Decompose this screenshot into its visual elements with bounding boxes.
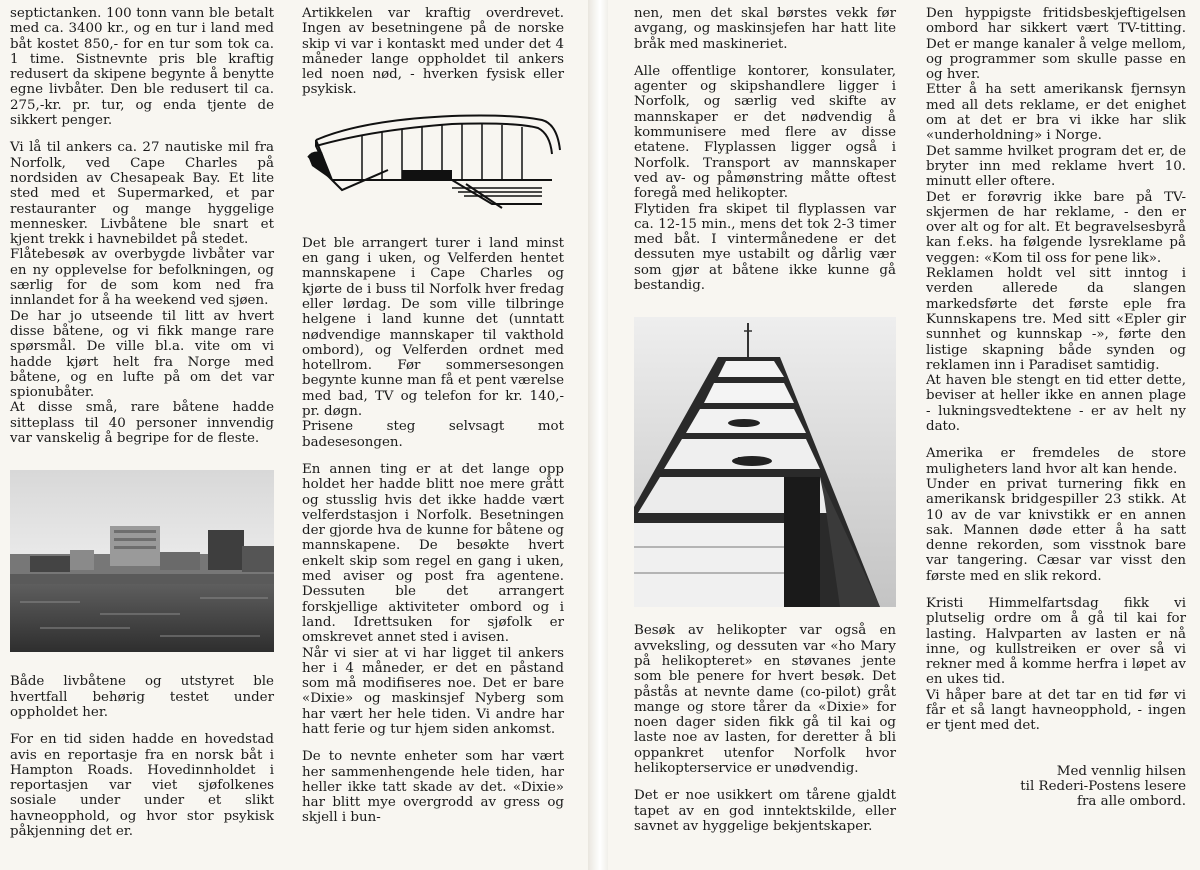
building-illustration bbox=[302, 110, 564, 228]
paragraph: At haven ble stengt en tid etter dette, beviser at heller ikke en annen plage - lukningsvedtektene - er av helt ny dato. bbox=[926, 373, 1186, 435]
paragraph: Besøk av helikopter var også en avveksling, og dessuten var «ho Mary på helikopteret» en støvanes jente som ble penere for hvert besøk. Det påstås at nevnte dame (co-pilot) gråt mange og store tårer da «Dixie» for noen dager siden fikk gå til kai og laste noe av lasten, for deretter å bli oppankret utenfor Norfolk hvor helikopterservice er unødvendig. bbox=[634, 623, 896, 777]
paragraph: Vi håper bare at det tar en tid før vi får et så langt havneopphold, - ingen er tjent med det. bbox=[926, 687, 1186, 734]
paragraph: Det er forøvrig ikke bare på TV-skjermen de har reklame, - den er over alt og for alt. Et begravelsesbyrå kan f.eks. ha følgende lysreklame på veggen: «Kom til oss for pene lik». bbox=[926, 189, 1186, 266]
harbor-photo-image bbox=[10, 470, 274, 652]
paragraph: nen, men det skal børstes vekk før avgang, og maskinsjefen har hatt lite bråk med maskineriet. bbox=[634, 6, 896, 52]
paragraph: Det er noe usikkert om tårene gjaldt tapet av en god inntektskilde, eller savnet av hyggelige bekjentskaper. bbox=[634, 788, 896, 834]
paragraph: Etter å ha sett amerikansk fjernsyn med all dets reklame, er det enighet om at det er bra vi ikke har slik «underholdning» i Norge. bbox=[926, 82, 1186, 144]
paragraph: Flytiden fra skipet til flyplassen var ca. 12-15 min., mens det tok 2-3 timer med båt. I vintermånedene er det dessuten mye ustabilt og dårlig vær som gjør at båtene ikke kunne gå bestandig. bbox=[634, 201, 896, 294]
paragraph: Alle offentlige kontorer, konsulater, agenter og skipshandlere ligger i Norfolk, og særlig ved skifte av mannskaper er det nødvendig å kommunisere med flere av disse etatene. Flyplassen ligger også i Norfolk. Transport av mannskaper ved av- og påmønstring måtte oftest foregå med helikopter. bbox=[634, 63, 896, 202]
signature-line: til Rederi-Postens lesere bbox=[1020, 778, 1186, 794]
paragraph: De har jo utseende til litt av hvert disse båtene, og vi fikk mange rare spørsmål. De ville bl.a. vite om vi hadde kjørt helt fra Norge med båtene, og en lufte på om det var spionubåter. bbox=[10, 308, 274, 401]
paragraph: Det ble arrangert turer i land minst en gang i uken, og Velferden hentet mannskapene i Cape Charles og kjørte de i buss til Norfolk hver fredag eller lørdag. De som ville tilbringe helgene i land kunne det (unntatt nødvendige mannskaper til vakthold ombord), og Velferden ordnet med hotellrom. Før sommersesongen begynte kunne man få et pent værelse med bad, TV og telefon for kr. 140,- pr. døgn. bbox=[302, 235, 565, 420]
left-column-2 bbox=[302, 6, 564, 838]
harbor-photo bbox=[10, 470, 274, 652]
paragraph: Artikkelen var kraftig overdrevet. Ingen av besetningene på de norske skip vi var i kontaskt med under det 4 måneder lange oppholdet til ankers led noen nød, - hverken fysisk eller psykisk. bbox=[302, 6, 564, 98]
paragraph: Reklamen holdt vel sitt inntog i verden allerede da slangen markedsførte det første eple fra Kunnskapens tre. Med sitt «Epler gir sunnhet og kunnskap -», førte den listige skapning både synden og reklamen inn i Paradiset samtidig. bbox=[926, 266, 1186, 373]
signature-line: fra alle ombord. bbox=[1077, 794, 1186, 810]
paragraph: Det samme hvilket program det er, de bryter inn med reklame hvert 10. minutt eller oftere. bbox=[926, 143, 1186, 190]
building-illustration-image bbox=[302, 110, 564, 228]
left-page bbox=[0, 0, 592, 870]
paragraph: Den hyppigste fritidsbeskjeftigelsen ombord har sikkert vært TV-titting. Det er mange kanaler å velge mellom, og programmer som skulle passe en og hver. bbox=[926, 6, 1186, 83]
paragraph: For en tid siden hadde en hovedstad avis en reportasje fra en norsk båt i Hampton Roads. Hovedinnholdet i reportasjen var viet sjøfolkenes sosiale under under et slikt havneopphold, og hvor stor psykisk påkjenning det er. bbox=[10, 732, 274, 839]
paragraph: De to nevnte enheter som har vært her sammenhengende hele tiden, har heller ikke tatt skade av det. «Dixie» har blitt mye overgrodd av gress og skjell i bun- bbox=[302, 749, 564, 826]
paragraph: Vi lå til ankers ca. 27 nautiske mil fra Norfolk, ved Cape Charles på nordsiden av Chesapeak Bay. Et lite sted med et Supermarked, et par restauranter og mange hyggelige mennesker. Livbåtene ble snart et kjent trekk i havnebildet på stedet. bbox=[10, 140, 274, 248]
paragraph: At disse små, rare båtene hadde sitteplass til 40 personer innvendig var vanskelig å begripe for de fleste. bbox=[10, 400, 274, 447]
tanker-ship-photo-image bbox=[634, 317, 896, 607]
paragraph: Kristi Himmelfartsdag fikk vi plutselig ordre om å gå til kai for lasting. Halvparten av lasten er nå inne, og kullstreiken er over så vi rekner med å komme herfra i løpet av en ukes tid. bbox=[926, 595, 1186, 688]
right-column-2 bbox=[926, 6, 1186, 810]
paragraph: Når vi sier at vi har ligget til ankers her i 4 måneder, er det en påstand som må modifiseres noe. Det er bare «Dixie» og maskinsjef Nyberg som har vært her hele tiden. Vi andre har hatt ferie og tur hjem siden ankomst. bbox=[302, 645, 564, 737]
signature-block bbox=[926, 764, 1186, 810]
paragraph: Prisene steg selvsagt mot badesesongen. bbox=[302, 419, 564, 450]
paragraph: Både livbåtene og utstyret ble hvertfall behørig testet under oppholdet her. bbox=[10, 674, 274, 720]
paragraph: En annen ting er at det lange opp holdet her hadde blitt noe mere grått og stusslig hvis det ikke hadde vært velferdstasjon i Norfolk. Besetningen der gjorde hva de kunne for båtene og mannskapene. De besøkte hvert enkelt skip som regel en gang i uken, med aviser og post fra agentene. Dessuten ble det arrangert forskjellige aktiviteter ombord og i land. Idrettsuken for sjøfolk er omskrevet annet sted i avisen. bbox=[302, 461, 564, 646]
signature-line: Med vennlig hilsen bbox=[1056, 763, 1186, 779]
paragraph: Flåtebesøk av overbygde livbåter var en ny opplevelse for befolkningen, og særlig for de som kom ned fra innlandet for å ha weekend ved sjøen. bbox=[10, 247, 274, 309]
paragraph: septictanken. 100 tonn vann ble betalt med ca. 3400 kr., og en tur i land med båt kostet 850,- for en tur som tok ca. 1 time. Sistnevnte pris ble kraftig redusert da skipene begynte å benytte egne livbåter. Den ble redusert til ca. 275,-kr. pr. tur, og enda tjente de sikkert penger. bbox=[10, 6, 274, 129]
paragraph: Amerika er fremdeles de store muligheters land hvor alt kan hende. bbox=[926, 446, 1186, 477]
paragraph: Under en privat turnering fikk en amerikansk bridgespiller 23 stikk. At 10 av de var knivstikk er en annen sak. Mannen døde etter å ha satt denne rekorden, som visstnok bare var tangering. Cæsar var visst den første med en slik rekord. bbox=[926, 476, 1186, 584]
right-page bbox=[608, 0, 1200, 870]
tanker-ship-photo bbox=[634, 317, 896, 607]
right-column-1 bbox=[634, 6, 896, 846]
left-column-1 bbox=[10, 6, 274, 851]
